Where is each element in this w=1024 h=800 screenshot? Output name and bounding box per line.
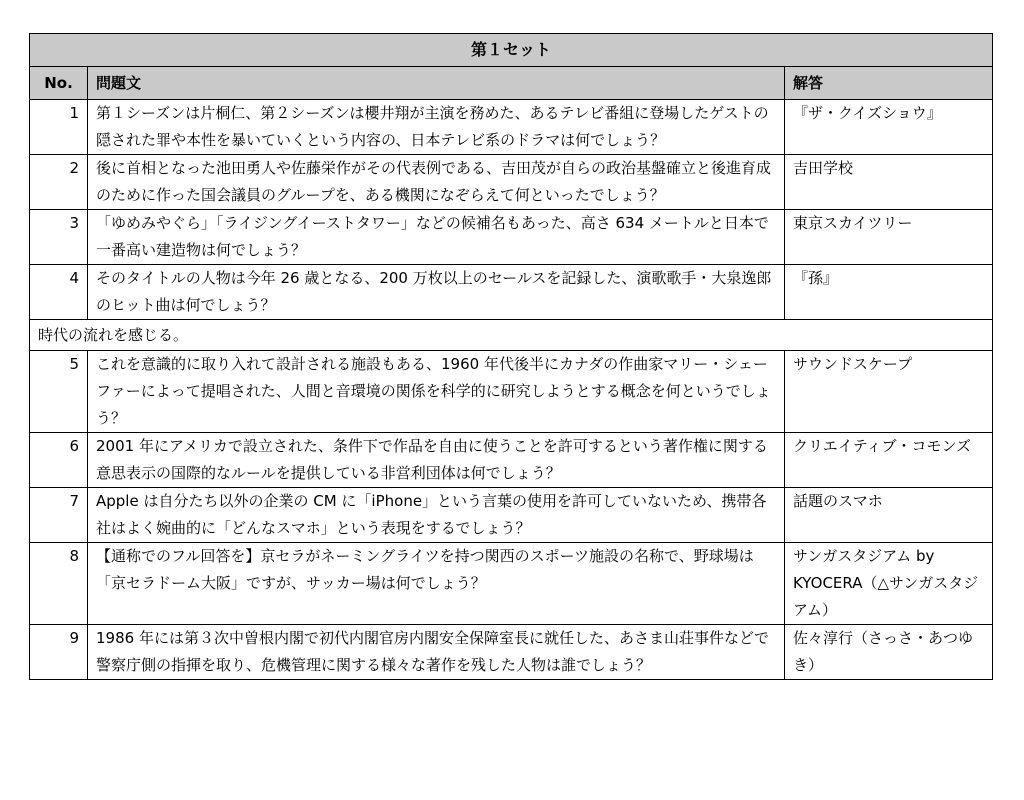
question-number: 1 <box>30 100 88 155</box>
note-row <box>30 320 993 351</box>
answer-text: 『ザ・クイズショウ』 <box>785 100 993 155</box>
answer-text: サウンドスケープ <box>785 351 993 433</box>
question-number: 5 <box>30 351 88 433</box>
question-number: 7 <box>30 488 88 543</box>
table-row <box>30 488 993 543</box>
table-row <box>30 155 993 210</box>
question-number: 6 <box>30 433 88 488</box>
header-no: No. <box>30 67 88 100</box>
table-row <box>30 210 993 265</box>
note-text: 時代の流れを感じる。 <box>30 320 993 351</box>
header-question: 問題文 <box>88 67 785 100</box>
answer-text: 話題のスマホ <box>785 488 993 543</box>
question-text: Apple は自分たち以外の企業の CM に「iPhone」という言葉の使用を許可していないため、携帯各社はよく婉曲的に「どんなスマホ」という表現をするでしょう？ <box>88 488 785 543</box>
answer-text: サンガスタジアム by KYOCERA（△サンガスタジアム） <box>785 543 993 625</box>
answer-text: 東京スカイツリー <box>785 210 993 265</box>
question-text: 2001 年にアメリカで設立された、条件下で作品を自由に使うことを許可するという著作権に関する意思表示の国際的なルールを提供している非営利団体は何でしょう？ <box>88 433 785 488</box>
table-row <box>30 543 993 625</box>
question-number: 9 <box>30 625 88 680</box>
answer-text: 佐々淳行（さっさ・あつゆき） <box>785 625 993 680</box>
question-number: 2 <box>30 155 88 210</box>
question-number: 4 <box>30 265 88 320</box>
question-number: 8 <box>30 543 88 625</box>
question-text: そのタイトルの人物は今年 26 歳となる、200 万枚以上のセールスを記録した、演歌歌手・大泉逸郎のヒット曲は何でしょう？ <box>88 265 785 320</box>
answer-text: クリエイティブ・コモンズ <box>785 433 993 488</box>
table-row <box>30 625 993 680</box>
header-row <box>30 67 993 100</box>
answer-text: 吉田学校 <box>785 155 993 210</box>
table-row <box>30 433 993 488</box>
table-row <box>30 100 993 155</box>
table-row <box>30 265 993 320</box>
table-row <box>30 351 993 433</box>
question-number: 3 <box>30 210 88 265</box>
question-text: これを意識的に取り入れて設計される施設もある、1960 年代後半にカナダの作曲家マリー・シェーファーによって提唱された、人間と音環境の関係を科学的に研究しようとする概念を何というでしょう？ <box>88 351 785 433</box>
question-text: 第１シーズンは片桐仁、第２シーズンは櫻井翔が主演を務めた、あるテレビ番組に登場したゲストの隠された罪や本性を暴いていくという内容の、日本テレビ系のドラマは何でしょう？ <box>88 100 785 155</box>
header-answer: 解答 <box>785 67 993 100</box>
title-row <box>30 34 993 67</box>
quiz-table <box>29 33 993 680</box>
answer-text: 『孫』 <box>785 265 993 320</box>
table-title: 第１セット <box>30 34 993 67</box>
question-text: 1986 年には第３次中曽根内閣で初代内閣官房内閣安全保障室長に就任した、あさま山荘事件などで警察庁側の指揮を取り、危機管理に関する様々な著作を残した人物は誰でしょう？ <box>88 625 785 680</box>
question-text: 後に首相となった池田勇人や佐藤栄作がその代表例である、吉田茂が自らの政治基盤確立と後進育成のために作った国会議員のグループを、ある機関になぞらえて何といったでしょう？ <box>88 155 785 210</box>
question-text: 「ゆめみやぐら」「ライジングイーストタワー」などの候補名もあった、高さ 634 メートルと日本で一番高い建造物は何でしょう？ <box>88 210 785 265</box>
question-text: 【通称でのフル回答を】京セラがネーミングライツを持つ関西のスポーツ施設の名称で、野球場は「京セラドーム大阪」ですが、サッカー場は何でしょう？ <box>88 543 785 625</box>
